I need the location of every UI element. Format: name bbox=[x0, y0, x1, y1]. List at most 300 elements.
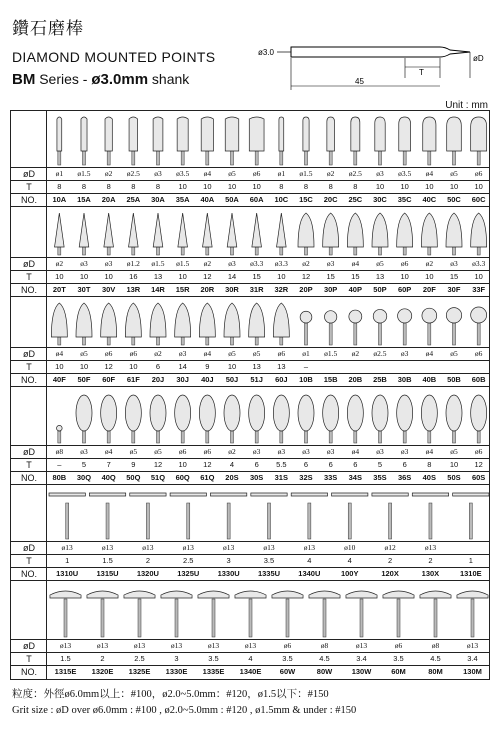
cell-t: 3.5 bbox=[393, 654, 404, 663]
cell-no: 1315U bbox=[96, 569, 119, 578]
cell-no: 1320U bbox=[136, 569, 159, 578]
series-line bbox=[12, 71, 215, 88]
cell-t: 1 bbox=[65, 556, 70, 565]
cell-d: ø8 bbox=[431, 641, 440, 650]
cell-t: 10 bbox=[474, 182, 483, 191]
header bbox=[12, 14, 215, 88]
tool-50Q bbox=[125, 395, 141, 443]
tool-15B bbox=[325, 311, 337, 345]
cell-t: 15 bbox=[449, 272, 459, 281]
cell-d: ø5 bbox=[80, 349, 88, 358]
cell-t: 10 bbox=[227, 362, 237, 371]
cell-no: 130X bbox=[421, 569, 440, 578]
tool-1325E bbox=[124, 591, 155, 637]
cell-t: 8 bbox=[427, 460, 432, 469]
cell-no: 20P bbox=[299, 285, 313, 294]
cell-d: ø3 bbox=[277, 447, 286, 456]
cell-d: ø3 bbox=[154, 169, 162, 178]
tool-100Y bbox=[332, 493, 368, 539]
cell-no: 30C bbox=[373, 195, 387, 204]
cell-t: 10 bbox=[79, 272, 89, 281]
diagram-t-label: T bbox=[419, 68, 424, 77]
cell-no: 20F bbox=[422, 285, 436, 294]
cell-t: 4 bbox=[248, 654, 253, 663]
tool-50B bbox=[446, 308, 461, 345]
tool-30R bbox=[227, 213, 237, 255]
cell-t: 4.5 bbox=[430, 654, 441, 663]
tool-20B bbox=[349, 310, 362, 345]
row-label-t: T bbox=[26, 272, 32, 282]
cell-no: 1315E bbox=[54, 667, 77, 676]
cell-d: ø2 bbox=[154, 349, 162, 358]
tool-20R bbox=[203, 213, 213, 255]
tool-30F bbox=[446, 213, 462, 255]
cell-no: 34S bbox=[348, 473, 362, 482]
tool-30C bbox=[375, 117, 385, 165]
table-block bbox=[11, 581, 489, 679]
cell-no: 35A bbox=[175, 195, 190, 204]
cell-d: ø4 bbox=[425, 349, 434, 358]
cell-t: 8 bbox=[131, 182, 136, 191]
cell-d: ø5 bbox=[450, 349, 458, 358]
cell-t: 4 bbox=[229, 460, 235, 469]
cell-no: 1320E bbox=[91, 667, 114, 676]
cell-no: 50P bbox=[373, 285, 387, 294]
tool-50J bbox=[224, 303, 240, 345]
cell-d: ø13 bbox=[244, 641, 257, 650]
cell-t: 2.5 bbox=[183, 556, 194, 565]
cell-d: ø6 bbox=[400, 259, 409, 268]
row-label-d: øD bbox=[23, 543, 35, 553]
cell-t: 6 bbox=[328, 460, 333, 469]
cell-t: 8 bbox=[279, 182, 284, 191]
cell-t: 2 bbox=[388, 556, 393, 565]
tool-1320U bbox=[130, 493, 166, 539]
cell-no: 1325E bbox=[128, 667, 151, 676]
cell-no: 50F bbox=[77, 375, 91, 384]
cell-t: 6 bbox=[155, 362, 161, 371]
row-divider bbox=[11, 554, 489, 555]
cell-d: ø13 bbox=[223, 543, 235, 552]
tool-33S bbox=[323, 395, 339, 443]
cell-no: 60S bbox=[471, 473, 486, 482]
tool-1330E bbox=[161, 591, 192, 637]
cell-no: 60M bbox=[391, 667, 406, 676]
cell-t: 5.5 bbox=[276, 460, 287, 469]
cell-no: 25B bbox=[373, 375, 387, 384]
cell-d: ø6 bbox=[129, 349, 138, 358]
cell-d: ø5 bbox=[228, 349, 236, 358]
cell-t: 10 bbox=[129, 362, 138, 371]
cell-t: 8 bbox=[353, 182, 358, 191]
cell-no: 15A bbox=[77, 195, 91, 204]
tool-15A bbox=[81, 117, 87, 165]
cell-t: 10 bbox=[104, 272, 113, 281]
tool-images bbox=[47, 297, 491, 347]
cell-d: ø13 bbox=[96, 641, 109, 650]
cell-t: 15 bbox=[326, 272, 335, 281]
cell-t: 13 bbox=[153, 272, 163, 281]
cell-no: 15C bbox=[299, 195, 313, 204]
tool-20T bbox=[55, 213, 65, 255]
row-divider bbox=[11, 471, 489, 472]
cell-t: 5 bbox=[377, 460, 383, 469]
cell-d: ø3.3 bbox=[250, 259, 264, 268]
cell-d: ø3 bbox=[80, 447, 88, 456]
row-label-d: øD bbox=[23, 447, 35, 457]
row-label-no: NO. bbox=[20, 375, 37, 385]
tool-50P bbox=[372, 213, 388, 255]
cell-t: – bbox=[57, 460, 62, 469]
cell-t: 10 bbox=[178, 272, 187, 281]
cell-t: 10 bbox=[55, 272, 64, 281]
row-label-t: T bbox=[26, 182, 32, 192]
cell-d: ø3.3 bbox=[472, 259, 486, 268]
row-divider bbox=[11, 665, 489, 666]
cell-no: 40Q bbox=[101, 473, 116, 482]
tool-1340U bbox=[291, 493, 327, 539]
tool-images bbox=[47, 111, 491, 167]
cell-no: 1310E bbox=[459, 569, 482, 578]
cell-d: ø6 bbox=[252, 169, 261, 178]
cell-t: 5 bbox=[81, 460, 87, 469]
cell-t: 6 bbox=[303, 460, 309, 469]
cell-no: 20R bbox=[200, 285, 215, 294]
cell-d: ø6 bbox=[203, 447, 212, 456]
cell-t: 13 bbox=[252, 362, 261, 371]
tool-1315E bbox=[50, 591, 81, 637]
cell-no: 40J bbox=[201, 375, 214, 384]
row-label-t: T bbox=[26, 460, 32, 470]
tool-60A bbox=[249, 117, 264, 165]
cell-no: 1340E bbox=[239, 667, 262, 676]
row-label-d: øD bbox=[23, 641, 35, 651]
shank-suffix: shank bbox=[148, 71, 190, 87]
cell-no: 40A bbox=[200, 195, 215, 204]
cell-t: 10 bbox=[79, 362, 89, 371]
cell-t: 6 bbox=[254, 460, 259, 469]
tool-10C bbox=[279, 117, 284, 165]
cell-no: 30P bbox=[323, 285, 338, 294]
cell-d: ø2 bbox=[326, 169, 335, 178]
cell-no: 35C bbox=[397, 195, 412, 204]
cell-no: 130W bbox=[351, 667, 372, 676]
tool-1330U bbox=[210, 493, 246, 539]
footer bbox=[12, 686, 356, 720]
cell-d: ø5 bbox=[252, 349, 261, 358]
tool-20F bbox=[421, 213, 437, 255]
cell-t: 10 bbox=[425, 272, 434, 281]
cell-d: ø1.5 bbox=[324, 349, 338, 358]
cell-no: 1330E bbox=[165, 667, 188, 676]
cell-no: 14R bbox=[151, 285, 165, 294]
cell-d: ø5 bbox=[228, 169, 236, 178]
cell-no: 50A bbox=[225, 195, 239, 204]
cell-no: 60C bbox=[471, 195, 486, 204]
cell-d: ø3 bbox=[252, 447, 261, 456]
cell-d: ø13 bbox=[355, 641, 368, 650]
tool-60F bbox=[101, 303, 117, 345]
cell-t: 4 bbox=[347, 556, 352, 565]
cell-t: 8 bbox=[57, 182, 62, 191]
cell-d: ø3.5 bbox=[176, 169, 190, 178]
cell-d: ø6 bbox=[474, 349, 483, 358]
cell-d: ø2 bbox=[302, 259, 310, 268]
cell-no: 25A bbox=[126, 195, 141, 204]
cell-d: ø6 bbox=[394, 641, 403, 650]
tool-20C bbox=[327, 117, 335, 165]
cell-d: ø13 bbox=[133, 641, 146, 650]
cell-no: 33S bbox=[323, 473, 338, 482]
tool-1310U bbox=[49, 493, 85, 539]
cell-d: ø4 bbox=[203, 349, 212, 358]
cell-d: ø4 bbox=[104, 447, 113, 456]
tool-50C bbox=[447, 117, 462, 165]
cell-no: 60F bbox=[102, 375, 116, 384]
cell-t: 2 bbox=[428, 556, 433, 565]
tool-33F bbox=[471, 213, 487, 255]
row-label-no: NO. bbox=[20, 569, 37, 579]
cell-d: ø2 bbox=[104, 169, 113, 178]
tool-30Q bbox=[76, 395, 92, 443]
cell-t: 12 bbox=[301, 272, 311, 281]
cell-no: 1335U bbox=[257, 569, 281, 578]
tool-1315U bbox=[89, 493, 125, 539]
tool-10B bbox=[300, 311, 312, 345]
cell-d: ø13 bbox=[170, 641, 183, 650]
cell-t: 3.4 bbox=[356, 654, 367, 663]
cell-no: 50B bbox=[447, 375, 461, 384]
cell-d: ø4 bbox=[425, 447, 434, 456]
cell-d: ø4 bbox=[425, 169, 434, 178]
cell-no: 1340U bbox=[298, 569, 321, 578]
grit-note-english: Grit size : øD over ø6.0mm : #100 , ø2.0~5.0mm : #120 , ø1.5mm & under : #150 bbox=[12, 705, 357, 716]
tool-25A bbox=[129, 117, 138, 165]
tool-51Q bbox=[150, 395, 166, 443]
cell-t: 2.5 bbox=[134, 654, 145, 663]
tool-30B bbox=[398, 309, 412, 345]
cell-d: ø3 bbox=[302, 447, 310, 456]
cell-t: 3 bbox=[174, 654, 179, 663]
cell-d: ø2 bbox=[203, 259, 212, 268]
tool-14R bbox=[153, 213, 163, 255]
tool-130X bbox=[412, 493, 448, 539]
cell-t: 10 bbox=[252, 182, 261, 191]
cell-d: ø3 bbox=[376, 169, 384, 178]
cell-t: 8 bbox=[106, 182, 111, 191]
row-divider bbox=[11, 639, 489, 640]
cell-d: ø3 bbox=[326, 447, 335, 456]
cell-t: 10 bbox=[474, 272, 483, 281]
cell-d: ø2 bbox=[425, 259, 434, 268]
cell-t: 2 bbox=[100, 654, 105, 663]
cell-d: ø8 bbox=[55, 447, 64, 456]
series-prefix: BM bbox=[12, 71, 36, 88]
cell-t: 1.5 bbox=[60, 654, 71, 663]
cell-t: 10 bbox=[227, 182, 237, 191]
cell-no: 13R bbox=[126, 285, 141, 294]
cell-no: 1310U bbox=[56, 569, 79, 578]
cell-t: 10 bbox=[400, 182, 409, 191]
cell-no: 20S bbox=[225, 473, 239, 482]
cell-d: ø1.2 bbox=[126, 259, 140, 268]
tool-images bbox=[47, 207, 491, 257]
cell-no: 40F bbox=[52, 375, 66, 384]
cell-t: 10 bbox=[425, 182, 434, 191]
cell-no: 35S bbox=[373, 473, 387, 482]
cell-t: 3.4 bbox=[467, 654, 478, 663]
tool-40F bbox=[51, 303, 67, 345]
cell-no: 60W bbox=[279, 667, 296, 676]
cell-t: 10 bbox=[178, 182, 187, 191]
cell-d: ø5 bbox=[450, 447, 458, 456]
row-divider bbox=[11, 567, 489, 568]
tool-51J bbox=[249, 303, 265, 345]
cell-d: ø6 bbox=[283, 641, 292, 650]
cell-no: 1335E bbox=[202, 667, 225, 676]
cell-no: 30S bbox=[249, 473, 264, 482]
cell-t: 3.5 bbox=[208, 654, 219, 663]
cell-t: 8 bbox=[328, 182, 333, 191]
tool-1335U bbox=[251, 493, 287, 539]
cell-d: ø13 bbox=[61, 543, 73, 552]
cell-t: 6 bbox=[402, 460, 407, 469]
cell-t: 8 bbox=[303, 182, 309, 191]
cell-no: 30Q bbox=[76, 473, 92, 482]
tool-images bbox=[47, 581, 491, 639]
cell-t: 4.5 bbox=[319, 654, 330, 663]
tool-60Q bbox=[175, 395, 191, 443]
series-text: Series - bbox=[39, 71, 92, 87]
row-label-t: T bbox=[26, 362, 32, 372]
cell-no: 30A bbox=[151, 195, 165, 204]
cell-d: ø3 bbox=[376, 447, 384, 456]
cell-d: ø3 bbox=[400, 447, 409, 456]
cell-no: 50J bbox=[225, 375, 239, 384]
cell-no: 20J bbox=[151, 375, 165, 384]
row-divider bbox=[11, 180, 489, 181]
tool-35C bbox=[399, 117, 411, 165]
cell-d: ø13 bbox=[263, 543, 275, 552]
cell-no: 30F bbox=[447, 285, 461, 294]
tool-80W bbox=[309, 591, 340, 637]
tool-25C bbox=[351, 117, 360, 165]
table-block bbox=[11, 387, 489, 485]
cell-d: ø4 bbox=[351, 447, 360, 456]
tool-60J bbox=[273, 303, 289, 345]
cell-d: ø13 bbox=[182, 543, 194, 552]
cell-t: 10 bbox=[449, 182, 459, 191]
cell-no: 10A bbox=[52, 195, 67, 204]
cell-d: ø4 bbox=[203, 169, 212, 178]
cell-no: 31R bbox=[249, 285, 264, 294]
row-divider bbox=[11, 167, 489, 168]
cell-t: 10 bbox=[449, 460, 459, 469]
cell-t: 1 bbox=[468, 556, 473, 565]
cell-no: 33F bbox=[472, 285, 486, 294]
cell-no: 25C bbox=[348, 195, 363, 204]
cell-d: ø13 bbox=[207, 641, 220, 650]
cell-t: 8 bbox=[155, 182, 161, 191]
row-label-no: NO. bbox=[20, 195, 37, 205]
tool-13R bbox=[129, 213, 139, 255]
tool-60C bbox=[471, 117, 487, 165]
table-block bbox=[11, 111, 489, 207]
tool-images bbox=[47, 485, 491, 541]
cell-no: 61Q bbox=[200, 473, 215, 482]
cell-no: 20T bbox=[52, 285, 66, 294]
cell-no: 20B bbox=[348, 375, 363, 384]
tool-130W bbox=[346, 591, 377, 637]
tool-35S bbox=[372, 395, 388, 443]
cell-t: 6 bbox=[353, 460, 358, 469]
diagram-d-label: øD bbox=[473, 54, 484, 63]
cell-d: ø2.5 bbox=[126, 169, 140, 178]
cell-t: 12 bbox=[153, 460, 163, 469]
row-label-no: NO. bbox=[20, 667, 37, 677]
cell-d: ø13 bbox=[59, 641, 72, 650]
cell-no: 36S bbox=[397, 473, 412, 482]
tool-20A bbox=[105, 117, 112, 165]
row-divider bbox=[11, 270, 489, 271]
cell-d: ø4 bbox=[55, 349, 64, 358]
cell-no: 10C bbox=[274, 195, 289, 204]
tool-34S bbox=[347, 395, 363, 443]
cell-no: 50C bbox=[447, 195, 461, 204]
row-label-no: NO. bbox=[20, 285, 37, 295]
cell-d: ø6 bbox=[178, 447, 187, 456]
cell-no: 15B bbox=[323, 375, 338, 384]
cell-d: ø3 bbox=[228, 259, 236, 268]
tool-80B bbox=[57, 425, 63, 443]
cell-t: 12 bbox=[203, 272, 212, 281]
cell-d: ø13 bbox=[142, 543, 154, 552]
tool-40Q bbox=[101, 395, 117, 443]
tool-30T bbox=[79, 213, 89, 255]
cell-d: ø3 bbox=[400, 349, 409, 358]
tool-10A bbox=[57, 117, 62, 165]
cell-d: ø6 bbox=[474, 169, 483, 178]
tool-50F bbox=[76, 303, 92, 345]
cell-t: – bbox=[303, 362, 309, 371]
cell-no: 1330U bbox=[217, 569, 240, 578]
cell-d: ø3 bbox=[326, 259, 335, 268]
cell-d: ø3 bbox=[178, 349, 187, 358]
cell-no: 40C bbox=[422, 195, 437, 204]
unit-label: Unit : mm bbox=[445, 100, 488, 111]
cell-no: 31S bbox=[274, 473, 288, 482]
cell-t: 10 bbox=[178, 460, 187, 469]
table-block bbox=[11, 297, 489, 387]
cell-d: ø3 bbox=[104, 259, 113, 268]
cell-d: ø6 bbox=[277, 349, 286, 358]
cell-no: 32R bbox=[274, 285, 289, 294]
tool-32S bbox=[298, 395, 314, 443]
cell-t: 10 bbox=[375, 182, 385, 191]
row-divider bbox=[11, 652, 489, 653]
tool-30A bbox=[153, 117, 163, 165]
cell-no: 60P bbox=[397, 285, 412, 294]
table-block bbox=[11, 485, 489, 581]
tool-40S bbox=[421, 395, 437, 443]
tool-61Q bbox=[199, 395, 215, 443]
cell-no: 40P bbox=[348, 285, 362, 294]
cell-d: ø8 bbox=[320, 641, 329, 650]
cell-no: 10B bbox=[299, 375, 313, 384]
cell-d: ø2.5 bbox=[373, 349, 387, 358]
cell-no: 50S bbox=[447, 473, 461, 482]
cell-d: ø2 bbox=[228, 447, 236, 456]
